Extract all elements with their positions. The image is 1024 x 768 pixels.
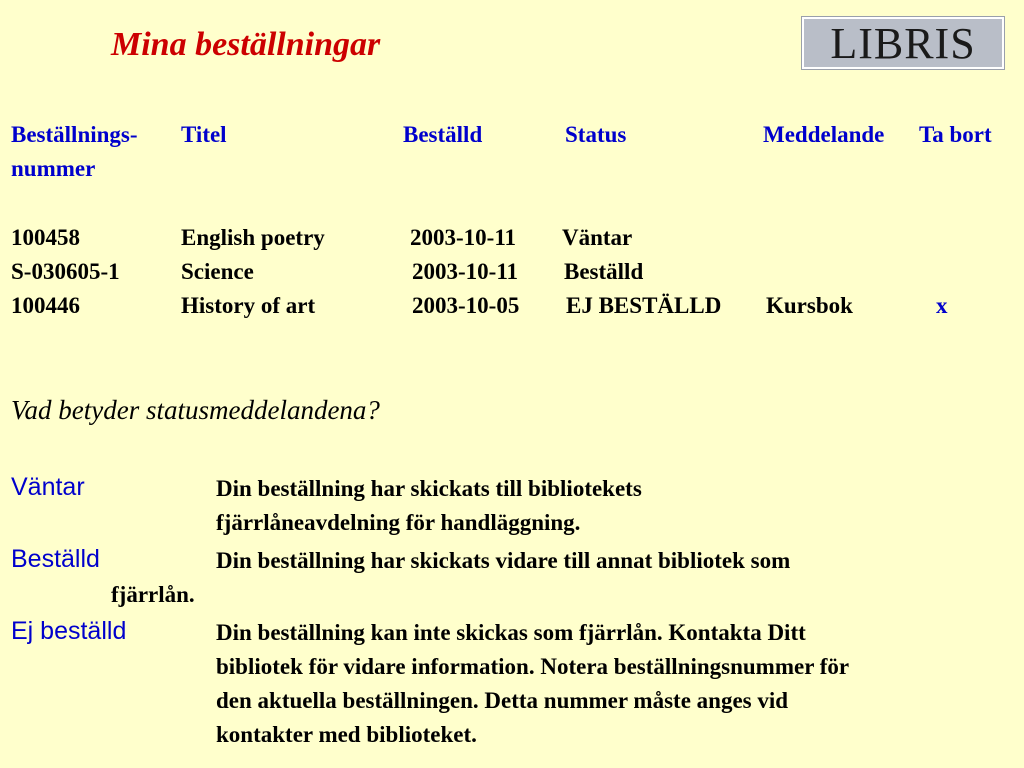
row-order-number: 100446 <box>11 293 80 318</box>
row-date: 2003-10-05 <box>412 293 520 318</box>
header-ordered: Beställd <box>403 122 483 147</box>
header-remove: Ta bort <box>919 122 992 147</box>
page-title: Mina beställningar <box>111 26 381 63</box>
row-status: Väntar <box>562 225 633 250</box>
status-term-ej-bestalld: Ej beställd <box>11 617 127 645</box>
header-message: Meddelande <box>763 122 885 147</box>
desc-line: Din beställning kan inte skickas som fjärrlån. Kontakta Ditt <box>216 620 806 645</box>
desc-line: kontakter med biblioteket. <box>216 722 477 747</box>
row-title: Science <box>181 259 254 284</box>
status-desc-ej-bestalld <box>216 616 1016 752</box>
header-order-number-line2: nummer <box>11 156 96 181</box>
row-order-number: S-030605-1 <box>11 259 120 284</box>
header-status: Status <box>565 122 627 147</box>
header-title: Titel <box>181 122 227 147</box>
row-message: Kursbok <box>766 293 853 318</box>
status-help-heading: Vad betyder statusmeddelandena? <box>11 395 380 425</box>
desc-line: den aktuella beställningen. Detta nummer måste anges vid <box>216 688 789 713</box>
row-status: EJ BESTÄLLD <box>566 293 722 318</box>
header-order-number: Beställnings- <box>11 122 138 147</box>
status-term-vantar: Väntar <box>11 473 85 501</box>
status-desc-vantar <box>216 472 1016 540</box>
row-date: 2003-10-11 <box>410 225 517 250</box>
libris-logo-text: LIBRIS <box>830 19 976 68</box>
status-term-bestalld: Beställd <box>11 545 100 573</box>
row-status: Beställd <box>564 259 644 284</box>
row-title: History of art <box>181 293 316 318</box>
desc-line: Din beställning har skickats till bibliotekets <box>216 476 642 501</box>
row-title: English poetry <box>181 225 325 250</box>
desc-line: bibliotek för vidare information. Notera beställningsnummer för <box>216 654 850 679</box>
desc-line: fjärrlåneavdelning för handläggning. <box>216 510 581 535</box>
row-order-number: 100458 <box>11 225 80 250</box>
libris-logo <box>802 17 1004 69</box>
row-date: 2003-10-11 <box>412 259 519 284</box>
status-desc-bestalld-line1: Din beställning har skickats vidare till annat bibliotek som <box>216 548 791 573</box>
status-desc-bestalld-line2: fjärrlån. <box>111 582 195 607</box>
remove-order-button[interactable]: x <box>936 293 948 318</box>
